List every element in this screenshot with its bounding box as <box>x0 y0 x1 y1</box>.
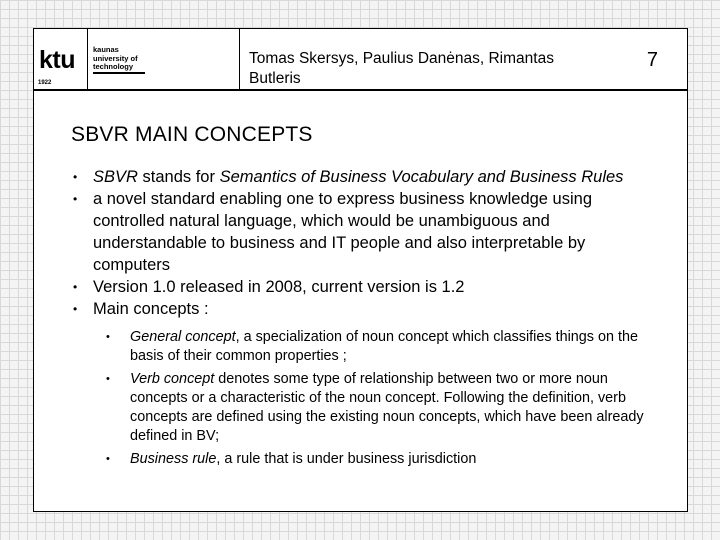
authors-panel <box>240 28 688 90</box>
bullet-text: Version 1.0 released in 2008, current version is 1.2 <box>93 278 465 296</box>
bullet-text: a novel standard enabling one to express business knowledge using controlled natural language, which would be unambiguous and understandable to business and IT people and also interpretable by computers <box>93 190 593 274</box>
slide-content <box>33 90 688 512</box>
bullet-marker: • <box>73 170 78 184</box>
sub-bullet-item <box>34 370 687 446</box>
bullet-text: , a rule that is under business jurisdiction <box>216 451 477 467</box>
sub-bullet-item <box>34 450 687 469</box>
bullet-text: Main concepts : <box>93 300 209 318</box>
bullet-marker: • <box>106 331 110 343</box>
ktu-founding-year: 1922 <box>38 80 52 86</box>
university-name-line: university of <box>93 53 138 63</box>
bullet-text: stands for <box>137 168 220 186</box>
bullet-marker: • <box>73 192 78 206</box>
bullet-marker: • <box>73 280 78 294</box>
university-name-line: technology <box>93 62 134 71</box>
bullet-marker: • <box>106 373 110 385</box>
bullet-text: , a specialization of noun concept which classifies things on the basis of their common properties ; <box>130 329 638 364</box>
emphasized-term: Business rule <box>130 451 217 467</box>
slide-title: SBVR MAIN CONCEPTS <box>71 123 313 146</box>
bullet-text: denotes some type of relationship between two or more noun concepts or a characteristic of the noun concept. Following the definition, verb concepts are defined using the existing noun concepts, which have been already defined in BV; <box>130 371 644 444</box>
bullet-item <box>34 298 687 320</box>
bullet-marker: • <box>106 453 110 465</box>
emphasized-term: SBVR <box>93 168 138 186</box>
page-number: 7 <box>646 49 658 71</box>
bullet-item <box>34 166 687 188</box>
sub-bullet-item <box>34 328 687 366</box>
university-name-line: kaunas <box>93 45 119 54</box>
university-name <box>93 46 138 72</box>
university-logo-panel <box>33 28 240 90</box>
ktu-wordmark: ktu <box>39 46 75 74</box>
bullet-item <box>34 188 687 276</box>
logo-underline <box>93 72 145 74</box>
emphasized-term: Semantics of Business Vocabulary and Business Rules <box>219 168 624 186</box>
emphasized-term: Verb concept <box>130 371 215 387</box>
authors-text: Tomas Skersys, Paulius Danėnas, Rimantas Butleris <box>249 50 554 87</box>
emphasized-term: General concept <box>130 329 236 345</box>
logo-divider <box>87 29 88 89</box>
bullet-item <box>34 276 687 298</box>
main-bullet-list <box>34 166 687 469</box>
sub-bullet-list <box>34 328 687 469</box>
bullet-marker: • <box>73 302 78 316</box>
